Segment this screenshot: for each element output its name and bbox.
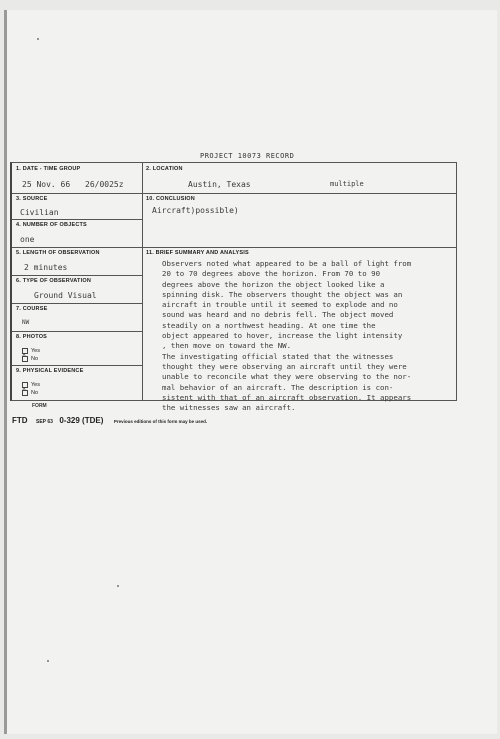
conclusion-cell	[146, 196, 239, 215]
physical-yes-label: Yes	[31, 382, 40, 388]
summary-line: sistent with that of an aircraft observation. It appears	[162, 392, 412, 402]
num-objects-label: 4. NUMBER OF OBJECTS	[16, 222, 87, 228]
summary-line: aircraft in trouble until it seemed to explode and no	[162, 300, 398, 310]
length-cell	[16, 250, 100, 272]
form-footer	[12, 410, 207, 428]
location-cell	[146, 166, 454, 189]
obs-type-label: 6. TYPE OF OBSERVATION	[16, 278, 91, 284]
summary-line: Observers noted what appeared to be a ball of light from	[162, 259, 412, 268]
source-label: 3. SOURCE	[16, 196, 48, 202]
scan-speck	[37, 38, 39, 40]
location-extra: multiple	[330, 180, 364, 188]
photos-no-checkbox[interactable]	[22, 356, 28, 362]
course-label: 7. COURSE	[16, 306, 48, 312]
date-time-label: 1. DATE - TIME GROUP	[16, 166, 81, 172]
length-value: 2 minutes	[24, 263, 68, 272]
source-cell	[16, 196, 59, 217]
summary-line: steadily on a northwest heading. At one time the	[162, 320, 376, 330]
physical-label: 9. PHYSICAL EVIDENCE	[16, 368, 84, 374]
date-value: 25 Nov. 66	[22, 180, 71, 189]
scan-speck	[117, 585, 119, 587]
physical-no-label: No	[31, 390, 39, 396]
summary-line: , then move on toward the NW.	[162, 341, 292, 351]
summary-line: mal behavior of an aircraft. The description is con-	[162, 382, 394, 392]
date-time-cell	[16, 166, 124, 189]
summary-line: thought they were observing an aircraft until they were	[162, 361, 407, 371]
summary-line: 20 to 70 degrees above the horizon. From 70 to 90	[162, 269, 381, 279]
summary-line: The investigating official stated that the witnesses	[162, 351, 394, 361]
location-label: 2. LOCATION	[146, 166, 183, 172]
summary-text	[162, 259, 454, 413]
form-number: 0-329 (TDE)	[59, 416, 104, 425]
location-value: Austin, Texas	[188, 180, 251, 189]
physical-no-checkbox[interactable]	[22, 390, 28, 396]
summary-line: spinning disk. The observers thought the object was an	[162, 289, 403, 299]
form-title: PROJECT 10073 RECORD	[200, 152, 295, 160]
summary-cell	[146, 250, 249, 256]
photos-cell	[16, 334, 47, 363]
form-note: Previous editions of this form may be used.	[113, 419, 208, 424]
num-objects-value: one	[20, 235, 35, 244]
ftd-label: FTD	[12, 416, 28, 425]
num-objects-cell	[16, 222, 87, 244]
obs-type-value: Ground Visual	[34, 291, 97, 300]
summary-line: sound was heard and no debris fell. The object moved	[162, 310, 394, 320]
summary-line: object appeared to hover, increase the light intensity	[162, 331, 403, 341]
scan-speck	[47, 660, 49, 662]
length-label: 5. LENGTH OF OBSERVATION	[16, 250, 100, 256]
conclusion-label: 10. CONCLUSION	[146, 196, 195, 202]
form-word: FORM	[32, 403, 47, 409]
summary-line: the witnesses saw an aircraft.	[162, 403, 296, 413]
summary-line: degrees above the horizon the object looked like a	[162, 279, 385, 289]
photos-label: 8. PHOTOS	[16, 334, 48, 340]
summary-line: unable to reconcile what they were observing to the nor-	[162, 372, 412, 382]
course-cell	[16, 306, 47, 326]
physical-cell	[16, 368, 83, 397]
source-value: Civilian	[20, 208, 59, 217]
photos-no-label: No	[31, 356, 39, 362]
form-date: SEP 63	[36, 419, 53, 425]
conclusion-value: Aircraft)possible)	[152, 206, 239, 215]
obs-type-cell	[16, 278, 97, 300]
summary-label: 11. BRIEF SUMMARY AND ANALYSIS	[146, 250, 249, 256]
time-value: 26/0025z	[85, 180, 124, 189]
photos-yes-label: Yes	[31, 348, 40, 354]
course-value: NW	[22, 319, 30, 326]
